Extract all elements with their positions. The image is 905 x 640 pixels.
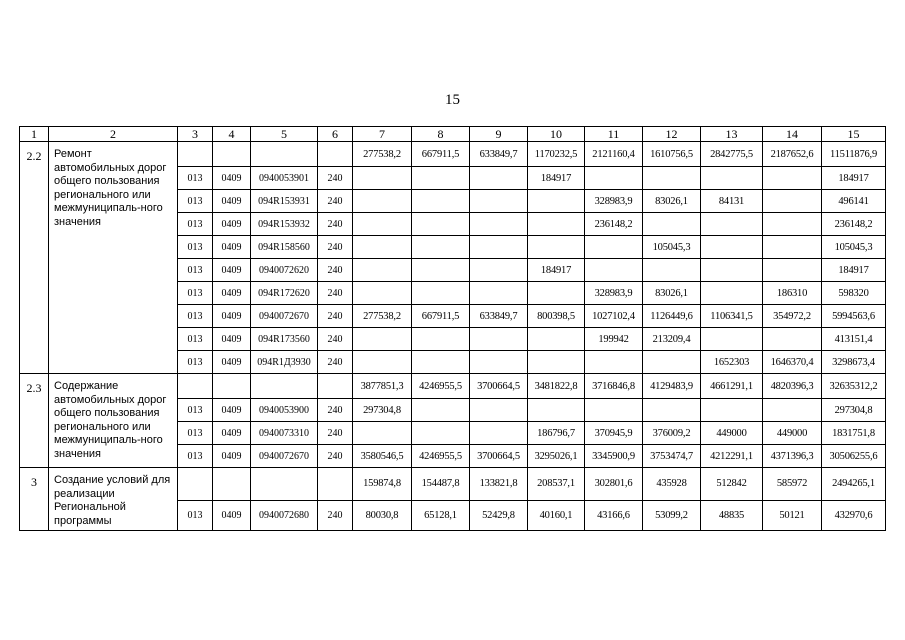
code-cell: 0940073310: [251, 422, 318, 445]
value-cell: [412, 422, 470, 445]
value-cell: [643, 399, 701, 422]
value-cell: [585, 399, 643, 422]
value-cell: 1106341,5: [701, 305, 763, 328]
code-cell: 240: [318, 259, 353, 282]
code-cell: [178, 142, 213, 167]
section-description: Содержание автомобильных дорог общего пользования регионального или межмуниципаль-ного значения: [49, 374, 178, 468]
value-cell: [353, 282, 412, 305]
code-cell: 240: [318, 500, 353, 530]
code-cell: [213, 374, 251, 399]
column-header: 4: [213, 127, 251, 142]
code-cell: 240: [318, 236, 353, 259]
table-row: [20, 374, 886, 399]
value-cell: 3753474,7: [643, 445, 701, 468]
value-cell: [528, 236, 585, 259]
value-cell: 1027102,4: [585, 305, 643, 328]
value-cell: [528, 351, 585, 374]
value-cell: [353, 351, 412, 374]
value-cell: 4820396,3: [763, 374, 822, 399]
value-cell: 154487,8: [412, 468, 470, 501]
value-cell: 370945,9: [585, 422, 643, 445]
value-cell: 376009,2: [643, 422, 701, 445]
code-cell: [178, 468, 213, 501]
value-cell: 1170232,5: [528, 142, 585, 167]
value-cell: 105045,3: [822, 236, 886, 259]
value-cell: 52429,8: [470, 500, 528, 530]
value-cell: 3580546,5: [353, 445, 412, 468]
value-cell: 1646370,4: [763, 351, 822, 374]
value-cell: 3716846,8: [585, 374, 643, 399]
code-cell: 0409: [213, 445, 251, 468]
value-cell: [701, 399, 763, 422]
code-cell: 0409: [213, 167, 251, 190]
code-cell: [251, 468, 318, 501]
code-cell: 0409: [213, 399, 251, 422]
value-cell: 3345900,9: [585, 445, 643, 468]
value-cell: [412, 213, 470, 236]
value-cell: [763, 259, 822, 282]
value-cell: 2187652,6: [763, 142, 822, 167]
value-cell: 236148,2: [822, 213, 886, 236]
value-cell: 48835: [701, 500, 763, 530]
value-cell: 449000: [763, 422, 822, 445]
value-cell: [585, 167, 643, 190]
value-cell: 277538,2: [353, 305, 412, 328]
code-cell: 0409: [213, 213, 251, 236]
code-cell: 013: [178, 236, 213, 259]
code-cell: 013: [178, 167, 213, 190]
column-header: 13: [701, 127, 763, 142]
value-cell: 208537,1: [528, 468, 585, 501]
value-cell: 3700664,5: [470, 374, 528, 399]
code-cell: 094R173560: [251, 328, 318, 351]
code-cell: 240: [318, 282, 353, 305]
code-cell: 013: [178, 351, 213, 374]
value-cell: 2494265,1: [822, 468, 886, 501]
value-cell: 435928: [643, 468, 701, 501]
code-cell: 094R153932: [251, 213, 318, 236]
value-cell: 213209,4: [643, 328, 701, 351]
value-cell: 4246955,5: [412, 445, 470, 468]
code-cell: 013: [178, 190, 213, 213]
value-cell: [528, 213, 585, 236]
value-cell: [353, 422, 412, 445]
value-cell: 297304,8: [353, 399, 412, 422]
page-number: 15: [445, 92, 460, 108]
code-cell: [251, 374, 318, 399]
value-cell: 1610756,5: [643, 142, 701, 167]
value-cell: [528, 282, 585, 305]
value-cell: [353, 213, 412, 236]
value-cell: 3877851,3: [353, 374, 412, 399]
code-cell: 0940053901: [251, 167, 318, 190]
code-cell: 013: [178, 328, 213, 351]
value-cell: 30506255,6: [822, 445, 886, 468]
value-cell: 50121: [763, 500, 822, 530]
value-cell: 302801,6: [585, 468, 643, 501]
value-cell: 1652303: [701, 351, 763, 374]
value-cell: 496141: [822, 190, 886, 213]
value-cell: 667911,5: [412, 142, 470, 167]
value-cell: 598320: [822, 282, 886, 305]
value-cell: [643, 213, 701, 236]
value-cell: 1126449,6: [643, 305, 701, 328]
value-cell: 184917: [528, 167, 585, 190]
value-cell: [701, 167, 763, 190]
value-cell: 4212291,1: [701, 445, 763, 468]
value-cell: 80030,8: [353, 500, 412, 530]
column-header: 10: [528, 127, 585, 142]
value-cell: [412, 328, 470, 351]
code-cell: 094R158560: [251, 236, 318, 259]
code-cell: 240: [318, 167, 353, 190]
value-cell: 2842775,5: [701, 142, 763, 167]
value-cell: 105045,3: [643, 236, 701, 259]
code-cell: 0409: [213, 422, 251, 445]
code-cell: 013: [178, 305, 213, 328]
code-cell: 013: [178, 445, 213, 468]
code-cell: 0940072670: [251, 305, 318, 328]
value-cell: 3700664,5: [470, 445, 528, 468]
value-cell: [701, 259, 763, 282]
value-cell: [412, 167, 470, 190]
value-cell: [470, 399, 528, 422]
value-cell: [353, 190, 412, 213]
value-cell: 4246955,5: [412, 374, 470, 399]
value-cell: 11511876,9: [822, 142, 886, 167]
code-cell: 0409: [213, 305, 251, 328]
value-cell: 667911,5: [412, 305, 470, 328]
column-header: 9: [470, 127, 528, 142]
code-cell: [251, 142, 318, 167]
value-cell: [528, 328, 585, 351]
column-header: 1: [20, 127, 49, 142]
section-number: 2.3: [20, 374, 49, 468]
value-cell: 43166,6: [585, 500, 643, 530]
value-cell: [643, 351, 701, 374]
value-cell: 297304,8: [822, 399, 886, 422]
budget-table: [19, 126, 886, 531]
value-cell: 512842: [701, 468, 763, 501]
code-cell: 240: [318, 399, 353, 422]
code-cell: 0940072620: [251, 259, 318, 282]
code-cell: 0940053900: [251, 399, 318, 422]
value-cell: [701, 236, 763, 259]
value-cell: [528, 399, 585, 422]
value-cell: [701, 282, 763, 305]
value-cell: [353, 167, 412, 190]
code-cell: [318, 374, 353, 399]
code-cell: 0409: [213, 351, 251, 374]
value-cell: 184917: [822, 167, 886, 190]
value-cell: 184917: [528, 259, 585, 282]
value-cell: 4129483,9: [643, 374, 701, 399]
value-cell: [763, 213, 822, 236]
value-cell: 413151,4: [822, 328, 886, 351]
table-row: [20, 142, 886, 167]
value-cell: 83026,1: [643, 190, 701, 213]
value-cell: [763, 236, 822, 259]
value-cell: 3295026,1: [528, 445, 585, 468]
value-cell: 32635312,2: [822, 374, 886, 399]
value-cell: 159874,8: [353, 468, 412, 501]
value-cell: [470, 328, 528, 351]
value-cell: 449000: [701, 422, 763, 445]
value-cell: 53099,2: [643, 500, 701, 530]
column-header: 5: [251, 127, 318, 142]
code-cell: [213, 468, 251, 501]
code-cell: 013: [178, 259, 213, 282]
code-cell: 240: [318, 351, 353, 374]
value-cell: 4371396,3: [763, 445, 822, 468]
value-cell: [701, 213, 763, 236]
value-cell: [470, 190, 528, 213]
value-cell: 2121160,4: [585, 142, 643, 167]
code-cell: 0409: [213, 500, 251, 530]
value-cell: [470, 422, 528, 445]
value-cell: [528, 190, 585, 213]
value-cell: 4661291,1: [701, 374, 763, 399]
code-cell: 094R153931: [251, 190, 318, 213]
value-cell: [412, 236, 470, 259]
column-header: 12: [643, 127, 701, 142]
code-cell: 094R172620: [251, 282, 318, 305]
code-cell: [178, 374, 213, 399]
value-cell: [470, 351, 528, 374]
value-cell: 585972: [763, 468, 822, 501]
code-cell: 013: [178, 422, 213, 445]
value-cell: [585, 236, 643, 259]
value-cell: 40160,1: [528, 500, 585, 530]
value-cell: [763, 167, 822, 190]
value-cell: 633849,7: [470, 305, 528, 328]
table-row: [20, 468, 886, 501]
code-cell: 240: [318, 445, 353, 468]
value-cell: [701, 328, 763, 351]
value-cell: [470, 236, 528, 259]
value-cell: 633849,7: [470, 142, 528, 167]
value-cell: [585, 259, 643, 282]
column-header: 14: [763, 127, 822, 142]
value-cell: 236148,2: [585, 213, 643, 236]
value-cell: [763, 190, 822, 213]
code-cell: [318, 468, 353, 501]
value-cell: 199942: [585, 328, 643, 351]
value-cell: [412, 190, 470, 213]
value-cell: 800398,5: [528, 305, 585, 328]
code-cell: 240: [318, 190, 353, 213]
value-cell: 186796,7: [528, 422, 585, 445]
value-cell: 5994563,6: [822, 305, 886, 328]
value-cell: 3481822,8: [528, 374, 585, 399]
value-cell: 184917: [822, 259, 886, 282]
section-description: Ремонт автомобильных дорог общего пользования регионального или межмуниципаль-ного значения: [49, 142, 178, 374]
column-header: 2: [49, 127, 178, 142]
code-cell: 0409: [213, 190, 251, 213]
value-cell: [412, 282, 470, 305]
value-cell: 83026,1: [643, 282, 701, 305]
value-cell: [470, 282, 528, 305]
value-cell: [470, 259, 528, 282]
value-cell: 328983,9: [585, 190, 643, 213]
value-cell: [412, 259, 470, 282]
value-cell: [470, 213, 528, 236]
value-cell: 186310: [763, 282, 822, 305]
value-cell: [412, 399, 470, 422]
value-cell: [763, 399, 822, 422]
column-header: 8: [412, 127, 470, 142]
code-cell: 0409: [213, 236, 251, 259]
value-cell: 1831751,8: [822, 422, 886, 445]
value-cell: [470, 167, 528, 190]
value-cell: [643, 167, 701, 190]
section-number: 3: [20, 468, 49, 531]
column-header: 3: [178, 127, 213, 142]
code-cell: 240: [318, 213, 353, 236]
value-cell: [643, 259, 701, 282]
code-cell: 0409: [213, 259, 251, 282]
value-cell: 354972,2: [763, 305, 822, 328]
code-cell: 013: [178, 282, 213, 305]
value-cell: 133821,8: [470, 468, 528, 501]
code-cell: [318, 142, 353, 167]
column-header: 11: [585, 127, 643, 142]
code-cell: 0409: [213, 282, 251, 305]
value-cell: [412, 351, 470, 374]
value-cell: 277538,2: [353, 142, 412, 167]
code-cell: 094R1Д3930: [251, 351, 318, 374]
value-cell: [353, 328, 412, 351]
value-cell: [763, 328, 822, 351]
code-cell: 013: [178, 500, 213, 530]
code-cell: 0409: [213, 328, 251, 351]
code-cell: [213, 142, 251, 167]
code-cell: 240: [318, 328, 353, 351]
value-cell: 65128,1: [412, 500, 470, 530]
value-cell: 3298673,4: [822, 351, 886, 374]
value-cell: 432970,6: [822, 500, 886, 530]
value-cell: [353, 259, 412, 282]
section-description: Создание условий для реализации Региональной программы: [49, 468, 178, 531]
code-cell: 240: [318, 305, 353, 328]
code-cell: 013: [178, 213, 213, 236]
code-cell: 240: [318, 422, 353, 445]
code-cell: 013: [178, 399, 213, 422]
section-number: 2.2: [20, 142, 49, 374]
value-cell: [353, 236, 412, 259]
column-header: 7: [353, 127, 412, 142]
value-cell: [585, 351, 643, 374]
code-cell: 0940072670: [251, 445, 318, 468]
header-row: [20, 127, 886, 142]
column-header: 15: [822, 127, 886, 142]
column-header: 6: [318, 127, 353, 142]
value-cell: 328983,9: [585, 282, 643, 305]
value-cell: 84131: [701, 190, 763, 213]
code-cell: 0940072680: [251, 500, 318, 530]
